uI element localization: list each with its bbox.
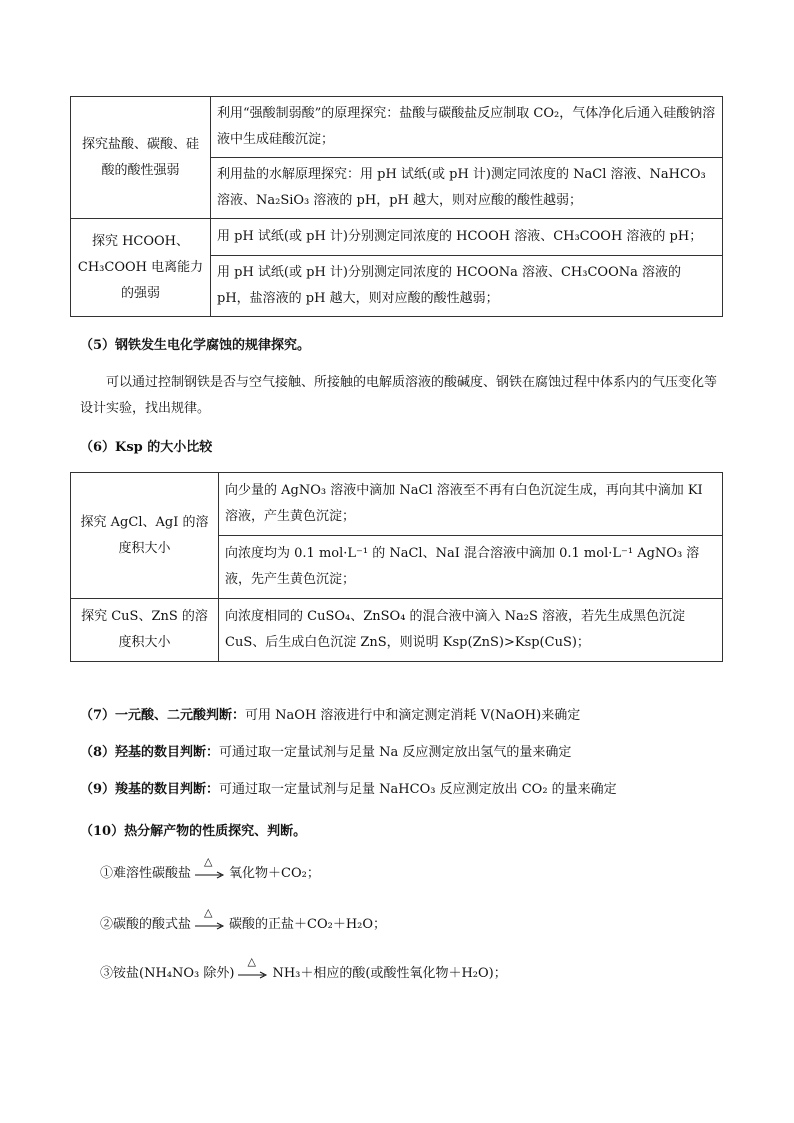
- item-9: [80, 777, 617, 803]
- equation-reactant: ③铵盐(NH₄NO₃ 除外): [100, 966, 235, 981]
- table-cell: 用 pH 试纸(或 pH 计)分别测定同浓度的 HCOOH 溶液、CH₃COOH 溶液的 pH；: [211, 219, 723, 256]
- table-cell: 利用盐的水解原理探究：用 pH 试纸(或 pH 计)测定同浓度的 NaCl 溶液、NaHCO₃ 溶液、Na₂SiO₃ 溶液的 pH，pH 越大，则对应酸的酸性越弱；: [211, 158, 723, 219]
- equation-product: 碳酸的正盐＋CO₂＋H₂O；: [229, 917, 387, 932]
- section-10-heading: （10）热分解产物的性质探究、判断。: [80, 824, 307, 839]
- equation-reactant: ②碳酸的酸式盐: [100, 917, 192, 932]
- item-8: [80, 740, 571, 766]
- heat-arrow-icon: [195, 906, 225, 932]
- equation-product: NH₃＋相应的酸(或酸性氧化物＋H₂O)；: [272, 966, 507, 981]
- item-7: [80, 703, 580, 729]
- table-row: [71, 473, 723, 536]
- section-5-text: 可以通过控制钢铁是否与空气接触、所接触的电解质溶液的酸碱度、钢铁在腐蚀过程中体系内的气压变化等设计实验，找出规律。: [80, 375, 718, 416]
- table-cell: 向浓度均为 0.1 mol·L⁻¹ 的 NaCl、NaI 混合溶液中滴加 0.1 mol·L⁻¹ AgNO₃ 溶液，先产生黄色沉淀；: [219, 536, 723, 599]
- acid-strength-table: [70, 96, 723, 317]
- equation-product: 氧化物＋CO₂；: [229, 866, 320, 881]
- heat-symbol: △: [204, 855, 213, 868]
- table-row: [71, 97, 723, 158]
- table-row-label: 探究 CuS、ZnS 的溶度积大小: [71, 599, 219, 662]
- heat-arrow-icon: [195, 855, 225, 881]
- equation-3: [100, 955, 507, 981]
- table-row-label: 探究 HCOOH、CH₃COOH 电离能力的强弱: [71, 219, 211, 317]
- table-cell: 利用“强酸制弱酸”的原理探究：盐酸与碳酸盐反应制取 CO₂，气体净化后通入硅酸钠溶液中生成硅酸沉淀；: [211, 97, 723, 158]
- heat-symbol: △: [204, 906, 213, 919]
- table-cell: 用 pH 试纸(或 pH 计)分别测定同浓度的 HCOONa 溶液、CH₃COONa 溶液的 pH，盐溶液的 pH 越大，则对应酸的酸性越弱；: [211, 256, 723, 317]
- equation-2: [100, 906, 387, 932]
- section-5-heading: （5）钢铁发生电化学腐蚀的规律探究。: [80, 338, 311, 353]
- equation-1: [100, 855, 320, 881]
- table-row: [71, 219, 723, 256]
- table-row: [71, 599, 723, 662]
- section-6-heading: （6）Ksp 的大小比较: [80, 440, 213, 455]
- heat-arrow-icon: [238, 955, 268, 981]
- ksp-table: [70, 472, 723, 662]
- table-row-label: 探究 AgCl、AgI 的溶度积大小: [71, 473, 219, 599]
- table-cell: 向少量的 AgNO₃ 溶液中滴加 NaCl 溶液至不再有白色沉淀生成，再向其中滴加 KI 溶液，产生黄色沉淀；: [219, 473, 723, 536]
- item-label: （8）羟基的数目判断：: [80, 745, 220, 760]
- item-label: （7）一元酸、二元酸判断：: [80, 708, 246, 723]
- item-label: （9）羧基的数目判断：: [80, 782, 220, 797]
- equation-reactant: ①难溶性碳酸盐: [100, 866, 192, 881]
- heat-symbol: △: [247, 955, 256, 968]
- table-row-label: 探究盐酸、碳酸、硅酸的酸性强弱: [71, 97, 211, 219]
- item-text: 可通过取一定量试剂与足量 Na 反应测定放出氢气的量来确定: [219, 745, 572, 760]
- table-cell: 向浓度相同的 CuSO₄、ZnSO₄ 的混合液中滴入 Na₂S 溶液，若先生成黑色沉淀 CuS、后生成白色沉淀 ZnS，则说明 Ksp(ZnS)>Ksp(CuS)；: [219, 599, 723, 662]
- item-text: 可通过取一定量试剂与足量 NaHCO₃ 反应测定放出 CO₂ 的量来确定: [219, 782, 617, 797]
- item-text: 可用 NaOH 溶液进行中和滴定测定消耗 V(NaOH)来确定: [245, 708, 581, 723]
